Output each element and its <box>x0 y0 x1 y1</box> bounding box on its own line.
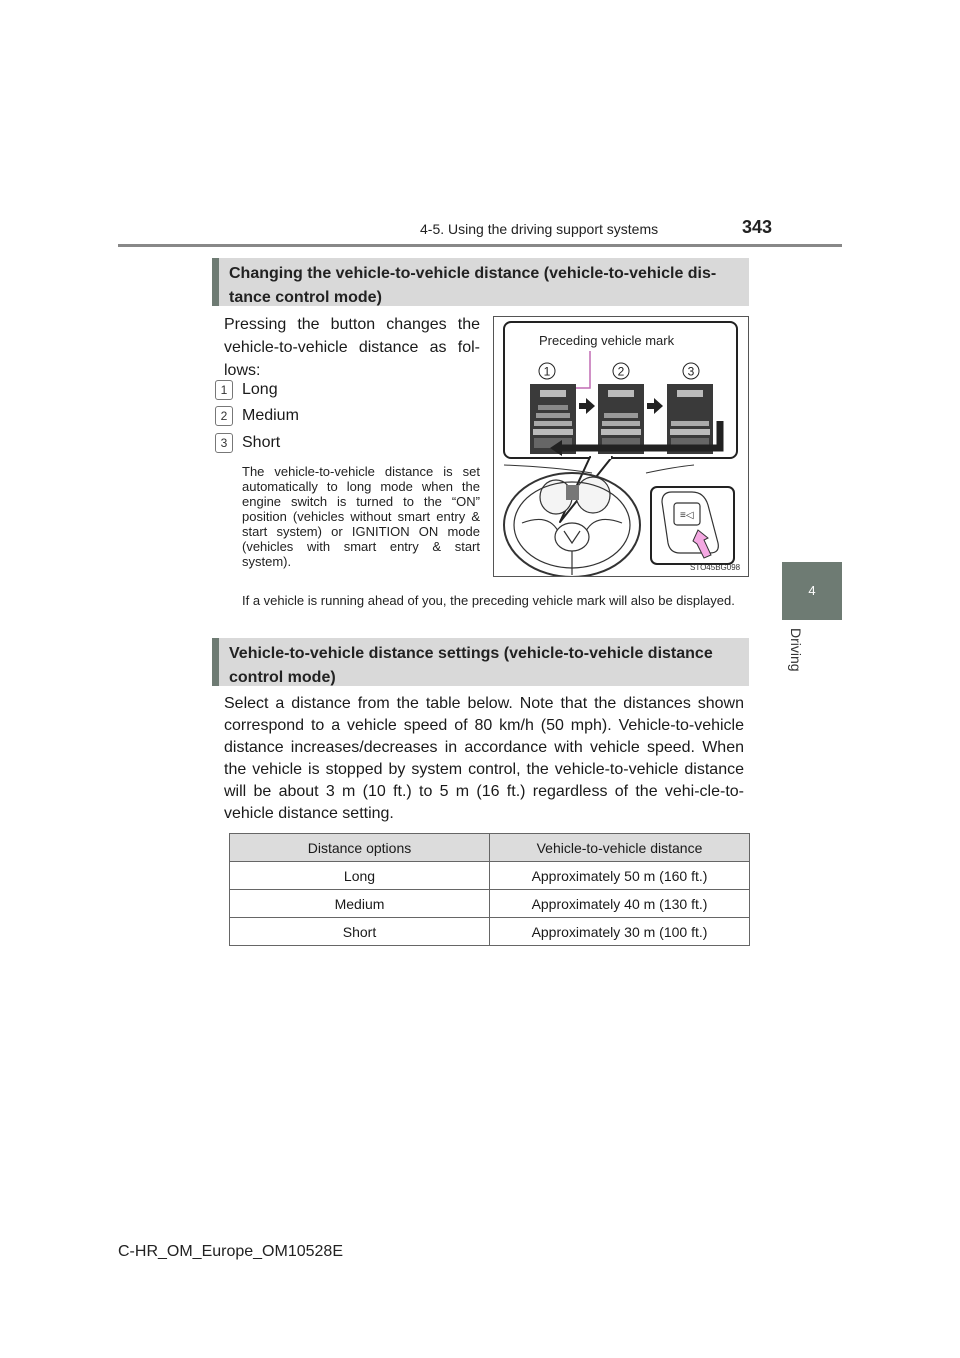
figure-number: 2 <box>617 364 625 379</box>
display-screen-short <box>667 384 713 454</box>
note-auto-long: The vehicle-to-vehicle distance is set automatically to long mode when the engine switch is turned to the “ON” position (vehicles without smart entry & start system) or IGNITION ON mode (vehicles with smart entry & start system). <box>242 464 480 569</box>
display-screen-medium <box>598 384 644 454</box>
list-item-label: Short <box>242 434 281 451</box>
table-header: Distance options <box>230 834 490 862</box>
table-cell: Approximately 30 m (100 ft.) <box>490 918 750 946</box>
figure-illustration <box>494 317 748 576</box>
note-preceding-vehicle: If a vehicle is running ahead of you, the preceding vehicle mark will also be displayed. <box>242 593 735 608</box>
distance-mode-figure <box>493 316 749 577</box>
chapter-tab: 4 <box>782 562 842 620</box>
table-cell: Approximately 40 m (130 ft.) <box>490 890 750 918</box>
list-item <box>215 380 278 400</box>
document-id: C-HR_OM_Europe_OM10528E <box>118 1243 343 1260</box>
figure-number: 1 <box>543 364 551 379</box>
list-item <box>215 433 280 453</box>
display-screen-long <box>530 384 576 454</box>
list-item-label: Long <box>242 381 278 398</box>
figure-code: STO45BG098 <box>690 563 741 572</box>
figure-number: 3 <box>687 364 695 379</box>
table-cell: Medium <box>230 890 490 918</box>
list-item-label: Medium <box>242 407 299 424</box>
section-title-changing-distance: Changing the vehicle-to-vehicle distance (vehicle-to-vehicle dis-tance control mode) <box>212 258 749 306</box>
list-item <box>215 406 299 426</box>
table-cell: Short <box>230 918 490 946</box>
distance-table <box>229 833 750 946</box>
distance-button-icon: ≡◁ <box>680 510 694 521</box>
header-rule <box>118 244 842 247</box>
page-number: 343 <box>742 217 773 237</box>
number-badge: 2 <box>215 406 233 426</box>
section-intro: Pressing the button changes the vehicle-to-vehicle distance as fol-lows: <box>224 316 480 379</box>
table-header: Vehicle-to-vehicle distance <box>490 834 750 862</box>
chapter-label: Driving <box>788 628 804 672</box>
table-row <box>230 862 750 890</box>
callout-label: Preceding vehicle mark <box>539 333 675 348</box>
table-cell: Long <box>230 862 490 890</box>
number-badge: 3 <box>215 433 233 453</box>
section-body: Select a distance from the table below. Note that the distances shown correspond to a vehicle speed of 80 km/h (50 mph). Vehicle-to-vehicle distance increases/decreases in accordance with vehicle speed. When the vehicle is stopped by system control, the vehicle-to-vehicle distance will be about 3 m (10 ft.) to 5 m (16 ft.) regardless of the vehi-cle-to-vehicle distance setting. <box>224 695 744 822</box>
number-badge: 1 <box>215 380 233 400</box>
table-header-row <box>230 834 750 862</box>
section-title-distance-settings: Vehicle-to-vehicle distance settings (vehicle-to-vehicle distance control mode) <box>212 638 749 686</box>
running-header: 4-5. Using the driving support systems <box>420 221 659 237</box>
table-cell: Approximately 50 m (160 ft.) <box>490 862 750 890</box>
table-row <box>230 890 750 918</box>
table-row <box>230 918 750 946</box>
